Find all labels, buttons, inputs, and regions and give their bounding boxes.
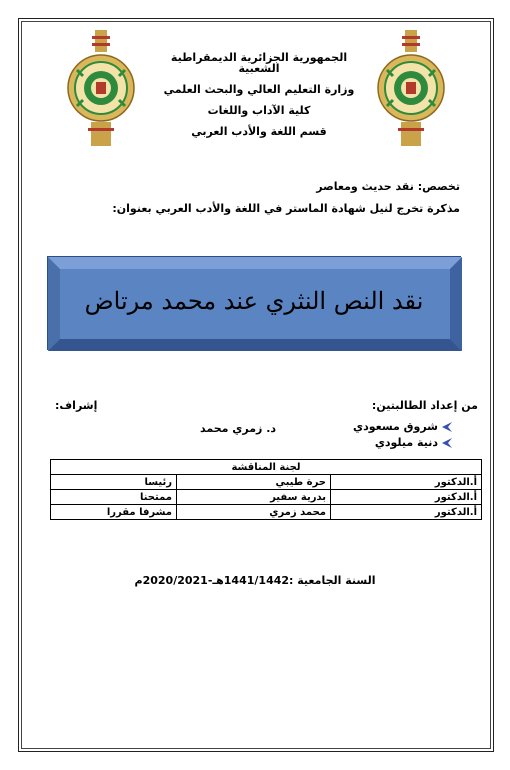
member-role: رئيسا [51, 475, 177, 490]
supervisor-name: د. زمري محمد [200, 422, 277, 435]
header-ministry: وزارة التعليم العالي والبحث العلمي [163, 83, 355, 96]
bullet-arrow-icon [442, 422, 452, 432]
university-seal-left [65, 30, 137, 148]
member-role: ممتحنا [51, 490, 177, 505]
memo-description: مذكرة تخرج لنيل شهادة الماستر في اللغة والأدب العربي بعنوان: [112, 202, 460, 215]
header-faculty: كلية الآداب واللغات [207, 104, 311, 117]
student-name: شروق مسعودي [353, 420, 438, 433]
header-republic: الجمهورية الجزائرية الديمقراطية الشعبية [170, 51, 348, 75]
title-banner [47, 256, 461, 350]
thesis-title: نقد النص النثري عند محمد مرتاض [84, 287, 424, 315]
member-name: محمد زمري [177, 505, 331, 520]
university-seal-right [375, 30, 447, 148]
member-name: حرة طيبي [177, 475, 331, 490]
member-title: أ.الدكتور [331, 475, 482, 490]
supervision-label: إشراف: [55, 399, 98, 412]
committee-heading: لجنة المناقشة [51, 460, 482, 475]
member-title: أ.الدكتور [331, 505, 482, 520]
member-name: بدرية سفير [177, 490, 331, 505]
table-row [51, 490, 482, 505]
student-name: دنية ميلودي [374, 436, 438, 449]
committee-heading-row [51, 460, 482, 475]
student-item [375, 436, 452, 449]
specialization: تخصص: نقد حديث ومعاصر [316, 180, 460, 193]
institution-header [150, 52, 368, 147]
member-role: مشرفا مقررا [51, 505, 177, 520]
header-department: قسم اللغة والأدب العربي [191, 125, 327, 138]
table-row [51, 505, 482, 520]
table-row [51, 475, 482, 490]
academic-year: السنة الجامعية :1441/1442هـ-2020/2021م [134, 574, 376, 587]
member-title: أ.الدكتور [331, 490, 482, 505]
student-item [353, 420, 452, 433]
prepared-by-label: من إعداد الطالبتين: [371, 399, 478, 412]
committee-table [50, 459, 482, 520]
bullet-arrow-icon [442, 438, 452, 448]
